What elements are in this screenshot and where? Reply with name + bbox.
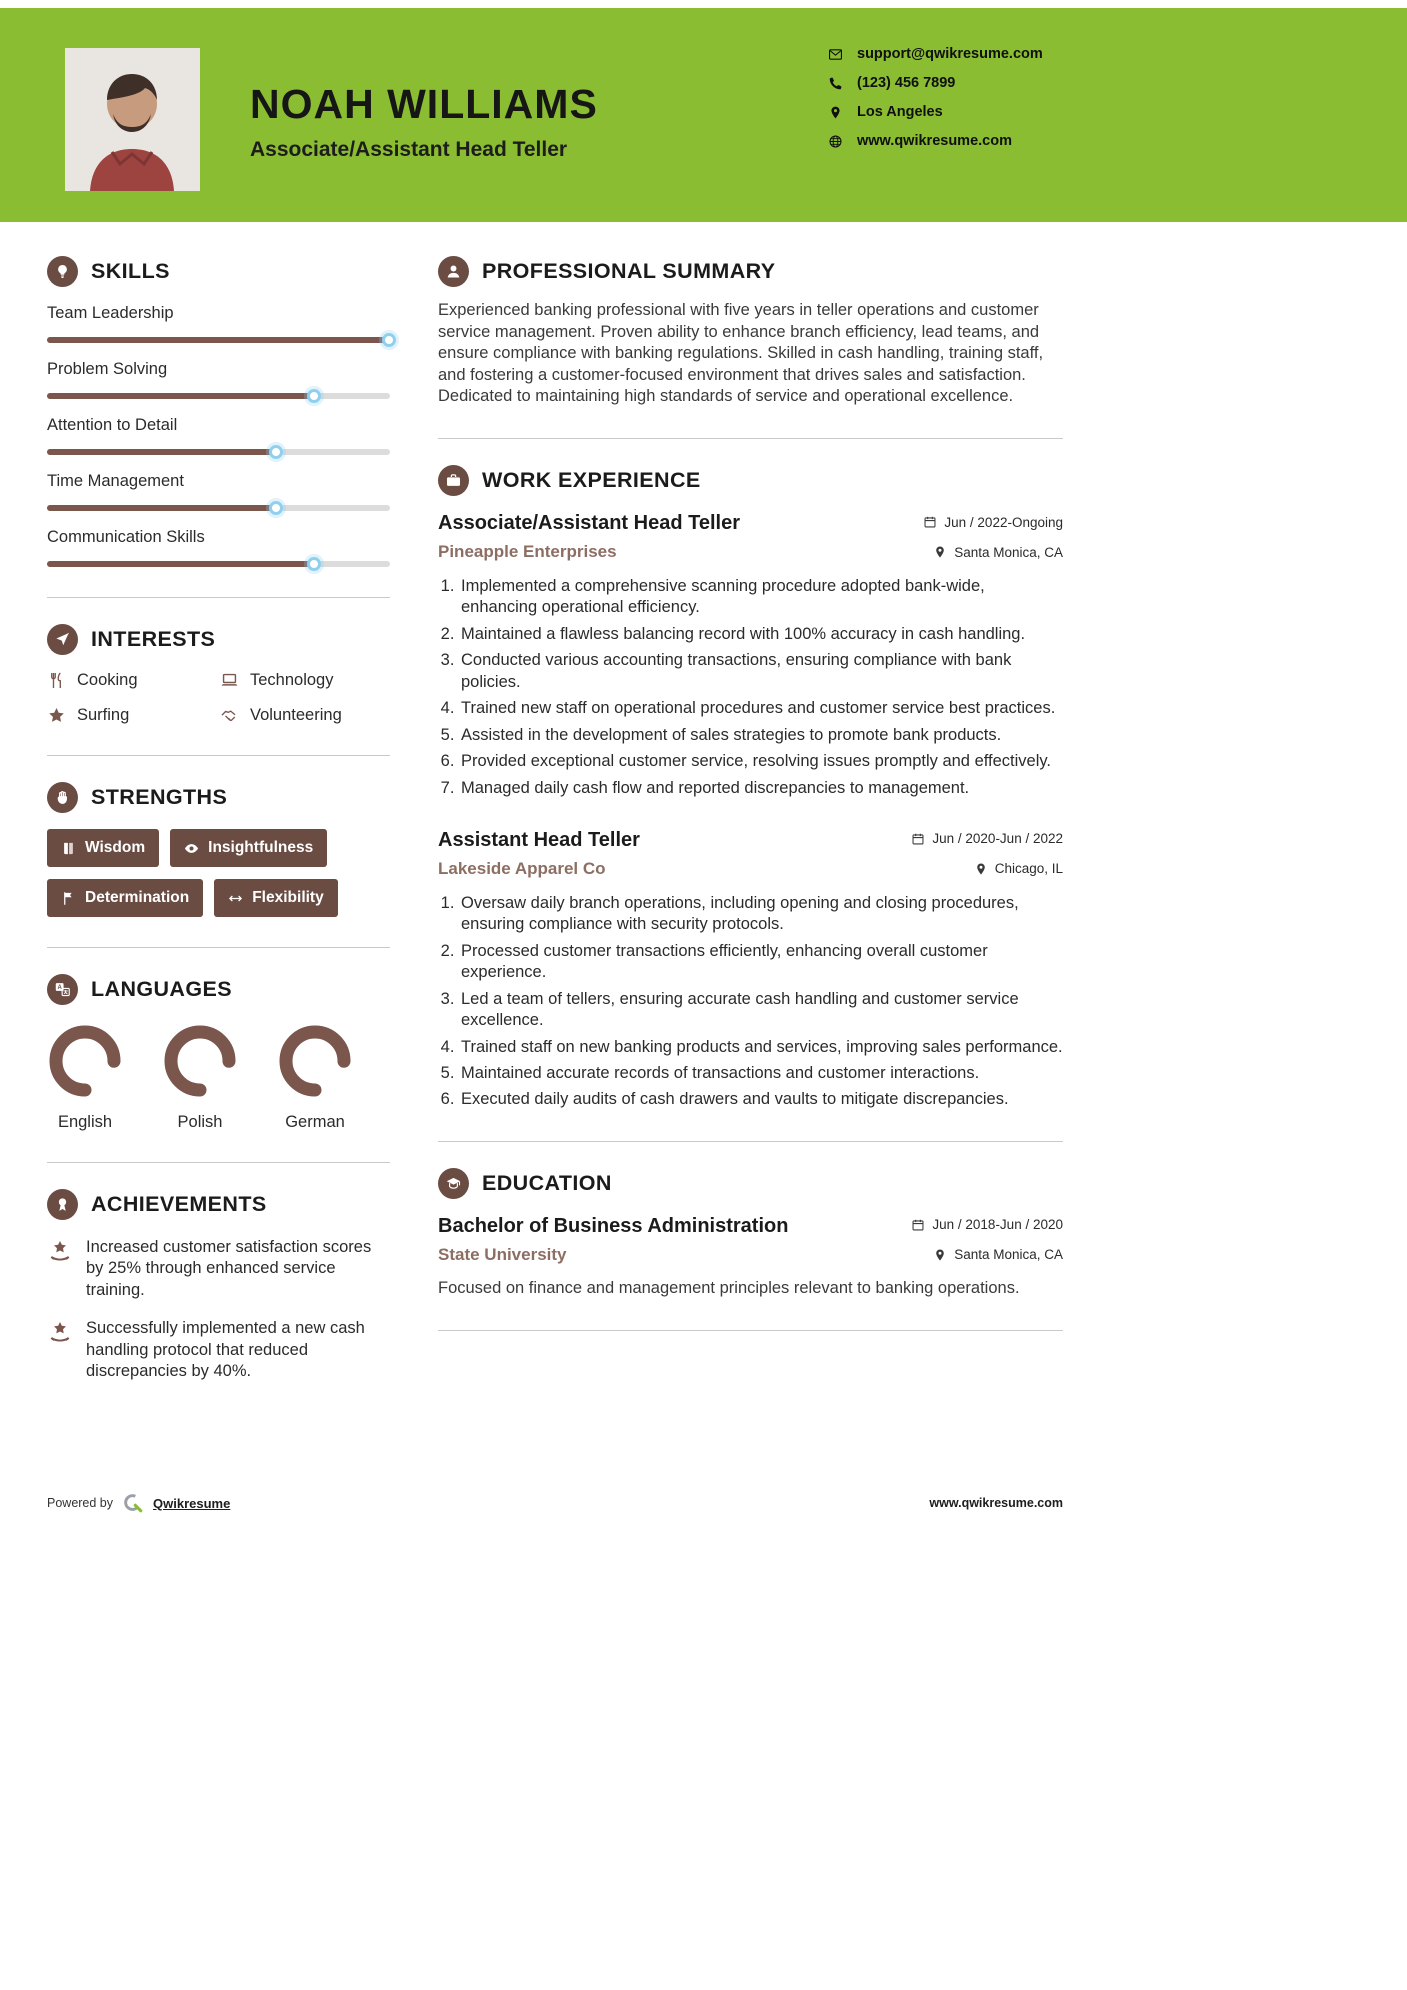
skill-label: Team Leadership xyxy=(47,304,174,322)
language-item xyxy=(277,1023,353,1132)
job-bullet: 2. Processed customer transactions efficiently, enhancing overall customer experience. xyxy=(459,941,1063,984)
education-entry xyxy=(438,1215,1063,1300)
job-bullet: 2. Maintained a flawless balancing record with 100% accuracy in cash handling. xyxy=(459,624,1063,645)
company-name: Lakeside Apparel Co xyxy=(438,858,606,878)
contact-item[interactable] xyxy=(828,46,1043,62)
skill-label: Time Management xyxy=(47,472,184,490)
language-item xyxy=(47,1023,123,1132)
language-level-arc xyxy=(277,1023,353,1099)
job-bullet: 4. Trained staff on new banking products and services, improving sales performance. xyxy=(459,1037,1063,1058)
powered-by-block xyxy=(47,1492,230,1514)
job-dates xyxy=(923,515,1063,530)
school-name: State University xyxy=(438,1244,567,1264)
interests-section-header xyxy=(47,624,390,655)
eye-icon xyxy=(184,841,199,856)
job-bullet: 1. Oversaw daily branch operations, including opening and closing procedures, ensuring compliance with security protocols. xyxy=(459,893,1063,936)
strength-chip xyxy=(47,829,159,867)
job-location-text: Santa Monica, CA xyxy=(954,544,1063,560)
language-level-arc xyxy=(47,1023,123,1099)
experience-heading: WORK EXPERIENCE xyxy=(482,468,701,493)
award-icon xyxy=(47,1319,73,1345)
strength-label: Insightfulness xyxy=(208,839,314,856)
location-icon xyxy=(828,105,843,120)
education-section-header xyxy=(438,1168,1063,1199)
skill-fill xyxy=(47,337,390,343)
phone-icon xyxy=(828,76,843,91)
skill-fill xyxy=(47,393,315,399)
divider xyxy=(47,947,390,948)
job-dates xyxy=(911,831,1063,846)
translate-icon xyxy=(47,974,78,1005)
svg-text:A: A xyxy=(57,985,62,992)
profile-photo-placeholder xyxy=(65,48,200,191)
education-dates-text: Jun / 2018-Jun / 2020 xyxy=(932,1217,1063,1233)
person-job-title: Associate/Assistant Head Teller xyxy=(250,138,568,161)
degree-title: Bachelor of Business Administration xyxy=(438,1214,789,1237)
languages-list xyxy=(47,1023,390,1132)
job-bullet: 6. Executed daily audits of cash drawers and vaults to mitigate discrepancies. xyxy=(459,1089,1063,1110)
job-dates-text: Jun / 2022-Ongoing xyxy=(944,514,1063,530)
job-bullet: 4. Trained new staff on operational procedures and customer service best practices. xyxy=(459,698,1063,719)
powered-by-label: Powered by xyxy=(47,1496,114,1510)
language-label: German xyxy=(285,1113,345,1131)
skills-list xyxy=(47,304,390,567)
strength-label: Wisdom xyxy=(85,839,146,856)
fist-icon xyxy=(47,782,78,813)
divider xyxy=(438,1330,1063,1331)
qwikresume-logo-icon xyxy=(122,1492,144,1514)
pin-icon xyxy=(974,862,988,876)
skill-slider[interactable] xyxy=(47,505,390,511)
strengths-list xyxy=(47,829,390,917)
language-level-arc xyxy=(162,1023,238,1099)
skill-fill xyxy=(47,505,277,511)
contact-item[interactable] xyxy=(828,133,1043,149)
summary-section xyxy=(438,256,1063,408)
pin-icon xyxy=(933,1248,947,1262)
strength-chip xyxy=(214,879,338,917)
contact-item xyxy=(828,75,1043,91)
award-icon xyxy=(47,1238,73,1264)
strengths-section xyxy=(47,782,390,917)
job-header-row xyxy=(438,512,1063,535)
contact-item xyxy=(828,104,1043,120)
skills-section xyxy=(47,256,390,567)
skill-slider[interactable] xyxy=(47,561,390,567)
paper-plane-icon xyxy=(47,624,78,655)
skill-row xyxy=(47,360,390,399)
languages-section xyxy=(47,974,390,1132)
strength-chip xyxy=(47,879,203,917)
contact-list xyxy=(828,46,1043,149)
skill-slider-thumb[interactable] xyxy=(307,389,321,403)
briefcase-icon xyxy=(438,465,469,496)
skill-fill xyxy=(47,561,315,567)
job-bullets xyxy=(438,893,1063,1111)
skill-label: Attention to Detail xyxy=(47,416,178,434)
calendar-icon xyxy=(923,515,937,529)
contact-text: support@qwikresume.com xyxy=(857,46,1043,62)
skill-slider[interactable] xyxy=(47,393,390,399)
flag-icon xyxy=(61,891,76,906)
footer-website-link[interactable]: www.qwikresume.com xyxy=(929,1496,1063,1510)
divider xyxy=(438,438,1063,439)
identity-block xyxy=(250,81,598,162)
job-entry xyxy=(438,512,1063,799)
left-column xyxy=(47,256,390,1383)
job-title: Assistant Head Teller xyxy=(438,828,640,851)
achievements-list xyxy=(47,1237,390,1383)
language-label: English xyxy=(57,1113,113,1131)
summary-section-header xyxy=(438,256,1063,287)
experience-section-header xyxy=(438,465,1063,496)
strength-label: Flexibility xyxy=(252,889,324,906)
job-bullet: 7. Managed daily cash flow and reported discrepancies to management. xyxy=(459,778,1063,799)
laptop-icon xyxy=(220,671,239,690)
email-icon xyxy=(828,47,843,62)
skill-label: Problem Solving xyxy=(47,360,168,378)
achievements-section-header xyxy=(47,1189,390,1220)
interest-item xyxy=(220,706,390,725)
skill-row xyxy=(47,472,390,511)
skill-row xyxy=(47,528,390,567)
divider xyxy=(47,597,390,598)
interest-item xyxy=(47,671,220,690)
skill-row xyxy=(47,304,390,343)
summary-text: Experienced banking professional with five years in teller operations and customer service management. Proven ability to enhance branch efficiency, lead teams, and ensure compliance with banking regulations. Skilled in cash handling, training staff, and fostering a customer-focused environment that drives sales and satisfaction. Dedicated to maintaining high standards of service and operational excellence. xyxy=(438,301,1044,406)
qwikresume-link[interactable]: Qwikresume xyxy=(153,1495,231,1511)
skill-fill xyxy=(47,449,277,455)
job-bullet: 5. Maintained accurate records of transactions and customer interactions. xyxy=(459,1063,1063,1084)
interests-heading: INTERESTS xyxy=(91,627,216,651)
content-columns xyxy=(0,222,1407,1383)
book-icon xyxy=(61,841,76,856)
person-name: NOAH WILLIAMS xyxy=(250,81,598,127)
star-icon xyxy=(47,706,66,725)
skill-slider-thumb[interactable] xyxy=(269,445,283,459)
job-entry xyxy=(438,829,1063,1111)
job-header-row xyxy=(438,829,1063,852)
education-heading: EDUCATION xyxy=(482,1170,612,1195)
interests-list xyxy=(47,671,390,725)
strengths-heading: STRENGTHS xyxy=(91,785,228,809)
education-dates xyxy=(911,1217,1063,1232)
jobs-list xyxy=(438,512,1063,1111)
interest-label: Technology xyxy=(250,671,334,689)
handshake-icon xyxy=(220,706,239,725)
right-column xyxy=(438,256,1063,1383)
calendar-icon xyxy=(911,1218,925,1232)
contact-text: www.qwikresume.com xyxy=(857,133,1012,149)
interest-label: Cooking xyxy=(77,671,138,689)
skill-row xyxy=(47,416,390,455)
divider xyxy=(47,755,390,756)
job-bullets xyxy=(438,576,1063,799)
skill-slider[interactable] xyxy=(47,337,390,343)
calendar-icon xyxy=(911,832,925,846)
interests-section xyxy=(47,624,390,725)
interest-label: Surfing xyxy=(77,706,130,724)
job-location xyxy=(933,545,1063,560)
company-name: Pineapple Enterprises xyxy=(438,542,617,562)
skill-slider-thumb[interactable] xyxy=(269,501,283,515)
skills-section-header xyxy=(47,256,390,287)
job-dates-text: Jun / 2020-Jun / 2022 xyxy=(932,831,1063,847)
strength-chip xyxy=(170,829,327,867)
language-label: Polish xyxy=(177,1113,223,1131)
job-subheader-row xyxy=(438,859,1063,879)
page-footer xyxy=(47,1492,1063,1514)
experience-section xyxy=(438,465,1063,1111)
medal-icon xyxy=(47,1189,78,1220)
languages-heading: LANGUAGES xyxy=(91,977,232,1001)
language-item xyxy=(162,1023,238,1132)
header xyxy=(0,8,1407,222)
job-bullet: 5. Assisted in the development of sales strategies to promote bank products. xyxy=(459,725,1063,746)
bulb-icon xyxy=(47,256,78,287)
job-location-text: Chicago, IL xyxy=(994,861,1063,877)
education-description: Focused on finance and management principles relevant to banking operations. xyxy=(438,1278,1020,1297)
education-section xyxy=(438,1168,1063,1300)
achievements-section xyxy=(47,1189,390,1383)
profile-photo xyxy=(65,48,200,191)
skill-label: Communication Skills xyxy=(47,528,205,546)
divider xyxy=(438,1141,1063,1142)
pin-icon xyxy=(933,545,947,559)
achievement-text: Successfully implemented a new cash handling protocol that reduced discrepancies by 40%. xyxy=(86,1319,365,1381)
website-icon xyxy=(828,134,843,149)
education-location xyxy=(933,1247,1063,1262)
arrows-icon xyxy=(228,891,243,906)
education-subheader-row xyxy=(438,1245,1063,1265)
contact-text: Los Angeles xyxy=(857,104,943,120)
achievement-item xyxy=(47,1318,390,1382)
achievement-text: Increased customer satisfaction scores by 25% through enhanced service training. xyxy=(86,1238,372,1299)
job-bullet: 1. Implemented a comprehensive scanning procedure adopted bank-wide, enhancing operational efficiency. xyxy=(459,576,1063,619)
skill-slider-thumb[interactable] xyxy=(382,333,396,347)
contact-text: (123) 456 7899 xyxy=(857,75,956,91)
languages-section-header xyxy=(47,974,390,1005)
job-location xyxy=(974,861,1063,876)
achievement-item xyxy=(47,1237,390,1301)
job-title: Associate/Assistant Head Teller xyxy=(438,512,740,535)
utensils-icon xyxy=(47,671,66,690)
skills-heading: SKILLS xyxy=(91,259,170,283)
education-header-row xyxy=(438,1215,1063,1238)
divider xyxy=(47,1162,390,1163)
interest-label: Volunteering xyxy=(250,706,342,724)
skill-slider[interactable] xyxy=(47,449,390,455)
job-bullet: 3. Conducted various accounting transactions, ensuring compliance with bank policies. xyxy=(459,650,1063,693)
job-bullet: 6. Provided exceptional customer service, resolving issues promptly and effectively. xyxy=(459,751,1063,772)
job-subheader-row xyxy=(438,542,1063,562)
grad-cap-icon xyxy=(438,1168,469,1199)
summary-heading: PROFESSIONAL SUMMARY xyxy=(482,259,776,283)
interest-item xyxy=(220,671,390,690)
education-location-text: Santa Monica, CA xyxy=(954,1247,1063,1263)
achievements-heading: ACHIEVEMENTS xyxy=(91,1192,267,1216)
person-icon xyxy=(438,256,469,287)
skill-slider-thumb[interactable] xyxy=(307,557,321,571)
interest-item xyxy=(47,706,220,725)
job-bullet: 3. Led a team of tellers, ensuring accurate cash handling and customer service excellence. xyxy=(459,989,1063,1032)
strengths-section-header xyxy=(47,782,390,813)
strength-label: Determination xyxy=(85,889,190,906)
